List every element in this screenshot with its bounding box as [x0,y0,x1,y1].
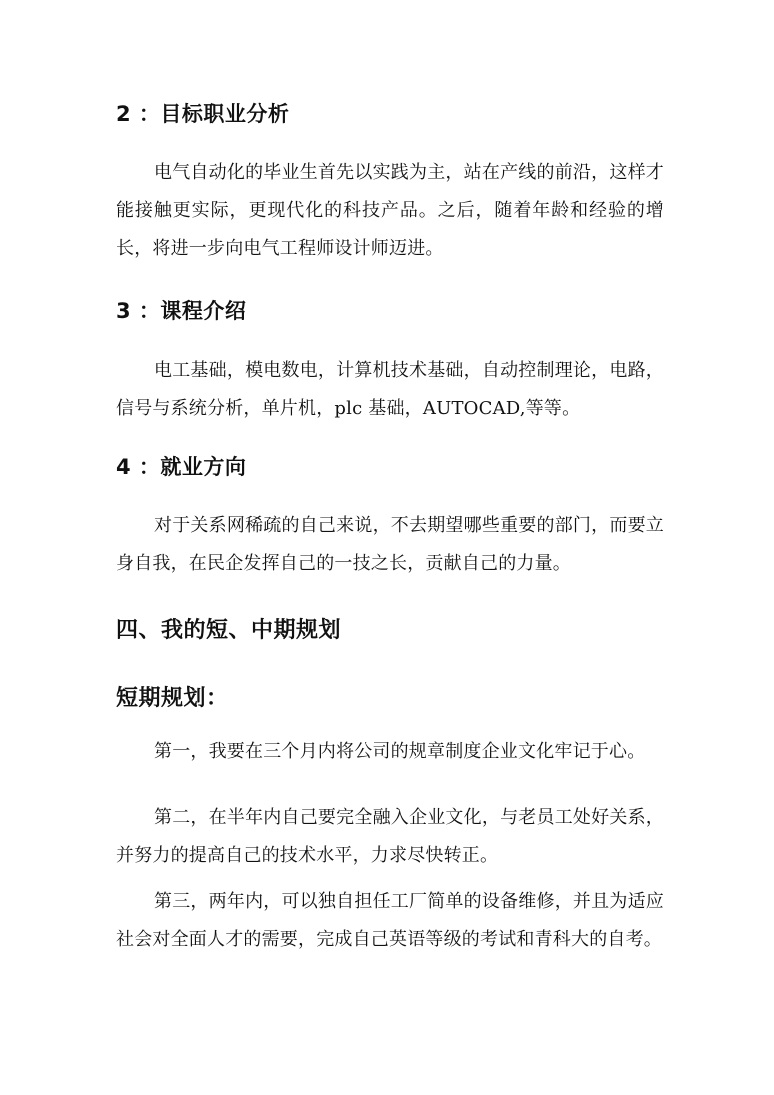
short-term-item-1: 第一，我要在三个月内将公司的规章制度企业文化牢记于心。 [154,741,646,762]
paragraph-target-career: 电气自动化的毕业生首先以实践为主，站在产线的前沿，这样才能接触更实际，更现代化的科技产品。之后，随着年龄和经验的增长，将进一步向电气工程师设计师迈进。 [116,162,664,259]
subheading-short-term: 短期规划： [116,686,229,711]
paragraph-courses: 电工基础，模电数电，计算机技术基础，自动控制理论，电路，信号与系统分析，单片机，plc 基础，AUTOCAD,等等。 [116,360,664,419]
paragraph-employment: 对于关系网稀疏的自己来说，不去期望哪些重要的部门，而要立身自我，在民企发挥自己的一技之长，贡献自己的力量。 [116,515,664,574]
section-heading-employment: 4 ：就业方向 [116,455,247,479]
short-term-item-3: 第三，两年内，可以独自担任工厂简单的设备维修，并且为适应社会对全面人才的需要，完成自己英语等级的考试和青科大的自考。 [116,891,664,950]
short-term-item-2: 第二，在半年内自己要完全融入企业文化，与老员工处好关系，并努力的提高自己的技术水平，力求尽快转正。 [116,807,664,866]
part-heading-planning: 四、我的短、中期规划 [116,618,342,643]
section-heading-courses: 3 ：课程介绍 [116,299,247,323]
section-heading-target-career: 2 ：目标职业分析 [116,102,290,126]
